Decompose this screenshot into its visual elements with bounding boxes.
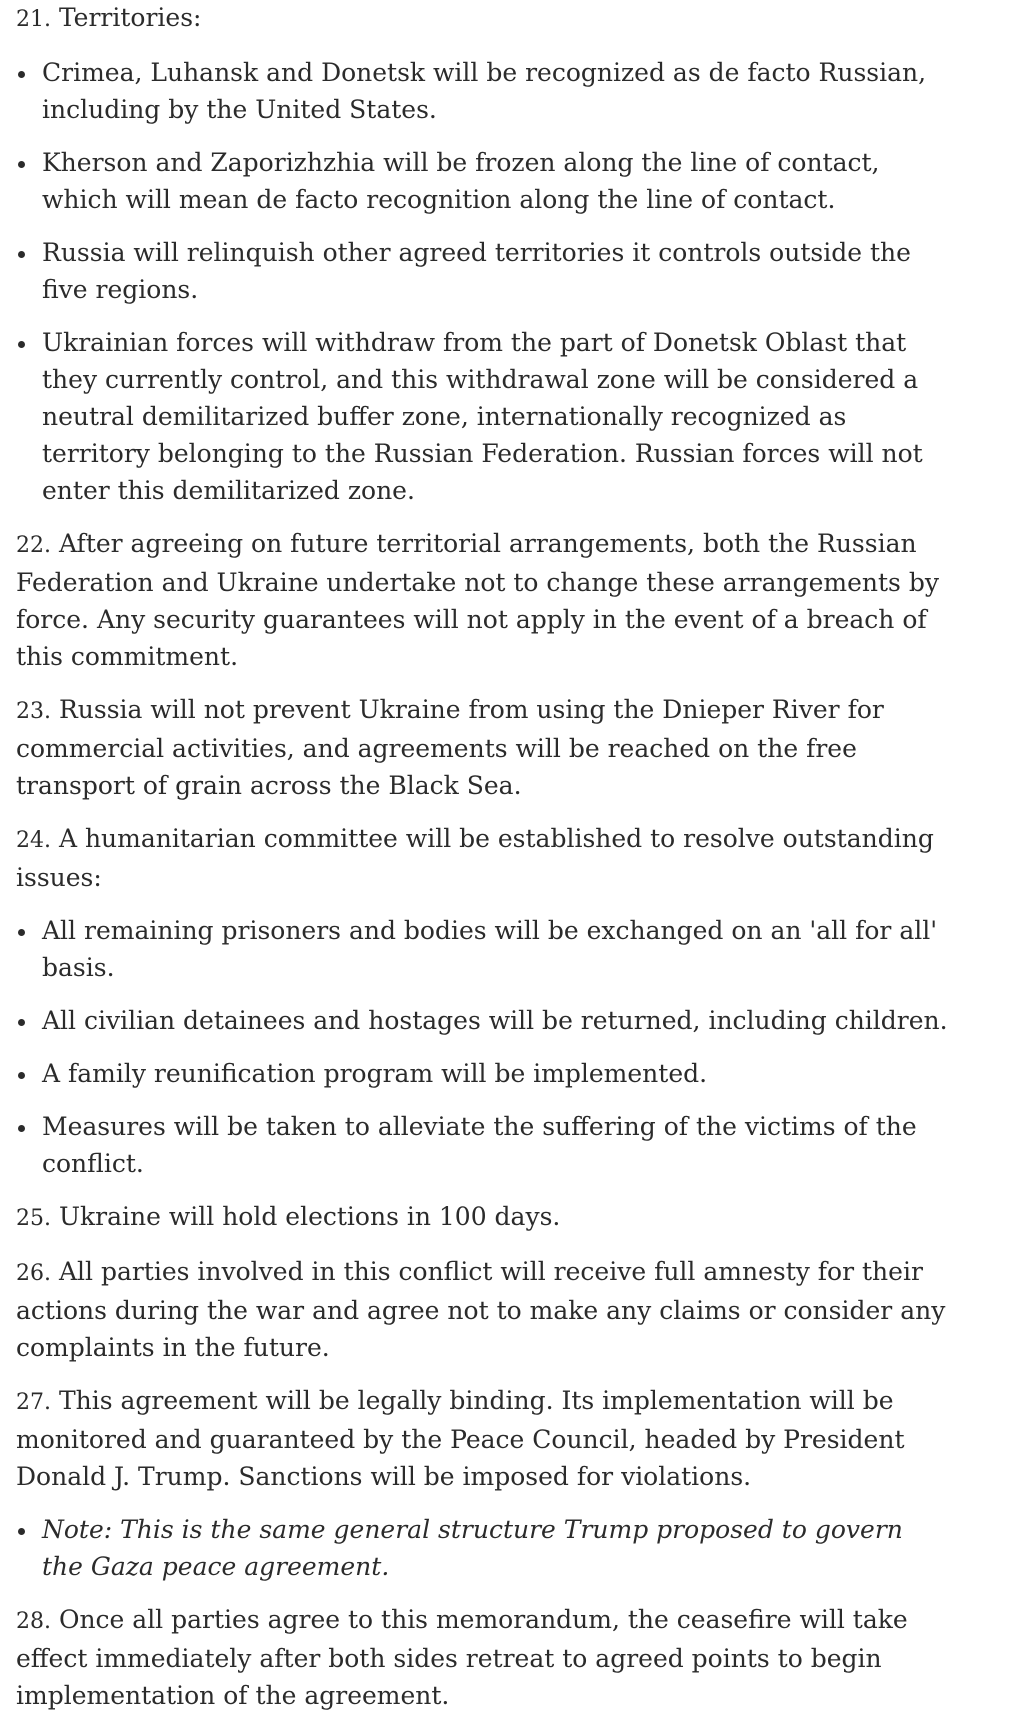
clause-21 [16, 0, 950, 38]
list-item [16, 1511, 950, 1585]
clause-number: 27. [16, 1390, 51, 1415]
clause-25 [16, 1198, 950, 1237]
clause-text: Ukraine will hold elections in 100 days. [51, 1202, 561, 1231]
list-item-text: Ukrainian forces will withdraw from the part of Donetsk Oblast that they currently control, and this withdrawal zone will be considered a neutral demilitarized buffer zone, internationally recognized as territory belonging to the Russian Federation. Russian forces will not enter this demilitarized zone. [42, 328, 923, 505]
clause-text: Russia will not prevent Ukraine from using the Dnieper River for commercial activities, and agreements will be reached on the free transport of grain across the Black Sea. [16, 695, 884, 800]
bullet-icon [18, 1528, 25, 1535]
bullet-icon [18, 1019, 25, 1026]
clause-text: After agreeing on future territorial arrangements, both the Russian Federation and Ukraine undertake not to change these arrangements by force. Any security guarantees will not apply in the event of a breach of this commitment. [16, 529, 939, 671]
clause-22 [16, 525, 950, 675]
list-item [16, 1108, 950, 1182]
bullet-icon [18, 251, 25, 258]
list-item-text: Kherson and Zaporizhzhia will be frozen along the line of contact, which will mean de facto recognition along the line of contact. [42, 148, 880, 214]
clause-text: Territories: [51, 3, 202, 32]
note-text: Note: This is the same general structure Trump proposed to govern the Gaza peace agreement. [42, 1515, 903, 1581]
clause-28 [16, 1601, 950, 1714]
clause-number: 24. [16, 828, 51, 853]
list-item [16, 144, 950, 218]
list-item-text: Russia will relinquish other agreed territories it controls outside the five regions. [42, 238, 911, 304]
bullet-icon [18, 341, 25, 348]
clause-number: 23. [16, 699, 51, 724]
clause-number: 28. [16, 1609, 51, 1634]
clause-24 [16, 820, 950, 896]
clause-27 [16, 1382, 950, 1495]
bullet-icon [18, 161, 25, 168]
clause-text: This agreement will be legally binding. Its implementation will be monitored and guaranteed by the Peace Council, headed by President Donald J. Trump. Sanctions will be imposed for violations. [16, 1386, 905, 1491]
list-item-text: All remaining prisoners and bodies will be exchanged on an 'all for all' basis. [42, 916, 938, 982]
list-item [16, 1055, 950, 1092]
list-item [16, 912, 950, 986]
bullet-icon [18, 1125, 25, 1132]
list-item [16, 234, 950, 308]
clause-24-list [16, 912, 950, 1182]
list-item-text: Measures will be taken to alleviate the suffering of the victims of the conflict. [42, 1112, 917, 1178]
list-item-text: All civilian detainees and hostages will be returned, including children. [42, 1006, 948, 1035]
list-item [16, 1002, 950, 1039]
list-item-text: A family reunification program will be implemented. [42, 1059, 708, 1088]
bullet-icon [18, 929, 25, 936]
bullet-icon [18, 1072, 25, 1079]
list-item [16, 324, 950, 509]
clause-23 [16, 691, 950, 804]
list-item-text: Crimea, Luhansk and Donetsk will be recognized as de facto Russian, including by the United States. [42, 58, 927, 124]
clause-21-list [16, 54, 950, 509]
clause-text: Once all parties agree to this memorandum, the ceasefire will take effect immediately after both sides retreat to agreed points to begin implementation of the agreement. [16, 1605, 908, 1710]
clause-text: All parties involved in this conflict will receive full amnesty for their actions during the war and agree not to make any claims or consider any complaints in the future. [16, 1257, 946, 1362]
clause-27-list [16, 1511, 950, 1585]
clause-number: 26. [16, 1261, 51, 1286]
clause-text: A humanitarian committee will be established to resolve outstanding issues: [16, 824, 934, 892]
list-item [16, 54, 950, 128]
clause-number: 22. [16, 533, 51, 558]
bullet-icon [18, 71, 25, 78]
clause-number: 25. [16, 1206, 51, 1231]
clause-number: 21. [16, 7, 51, 32]
clause-26 [16, 1253, 950, 1366]
